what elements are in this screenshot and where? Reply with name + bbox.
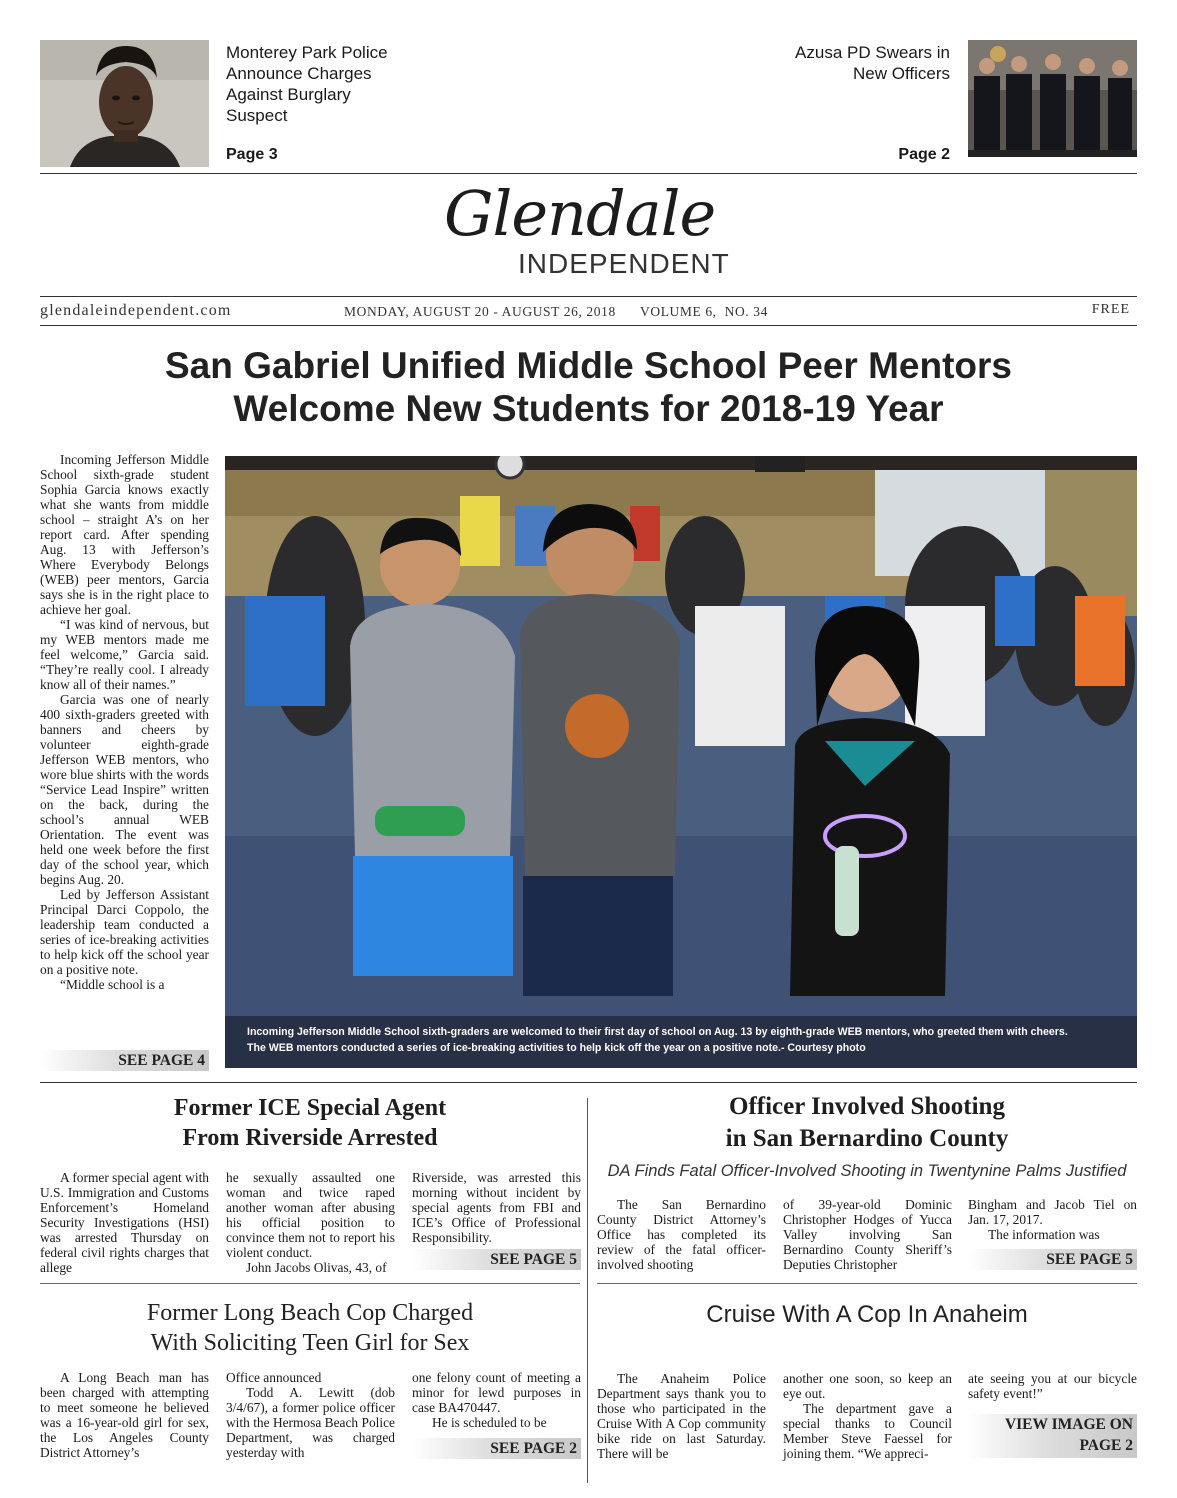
lower-column-divider [587, 1098, 588, 1483]
longbeach-paragraph: A Long Beach man has been charged with attempting to meet someone he believed was a 16-year-old girl for sex, the Los Angeles County District Attorney’s [40, 1370, 209, 1460]
ice-paragraph: Riverside, was arrested this morning without incident by special agents from FBI and ICE’s Office of Professional Responsibility. [412, 1170, 581, 1245]
shooting-subhead: DA Finds Fatal Officer-Involved Shooting in Twentynine Palms Justified [607, 1162, 1127, 1180]
longbeach-column-1 [40, 1370, 209, 1460]
shooting-paragraph: The San Bernardino County District Attorney’s Office has completed its review of the fatal officer-involved shooting [597, 1197, 766, 1272]
lead-paragraph: Incoming Jefferson Middle School sixth-grade student Sophia Garcia knows exactly what she wants from middle school – straight A’s on her report card. After spending Aug. 13 with Jefferson’s Where Everybody Belongs (WEB) peer mentors, Garcia says she is in the right place to achieve her goal. [40, 452, 209, 617]
lower-right-divider [597, 1283, 1137, 1284]
lead-see-page-link[interactable]: SEE PAGE 4 [40, 1050, 209, 1071]
website-url[interactable]: glendaleindependent.com [40, 302, 232, 319]
cruise-headline[interactable]: Cruise With A Cop In Anaheim [706, 1301, 1028, 1328]
longbeach-paragraph: one felony count of meeting a minor for lewd purposes in case BA470447. [412, 1370, 581, 1415]
masthead-name-script: Glendale [444, 177, 716, 250]
cruise-column-3 [968, 1371, 1137, 1401]
longbeach-column-3 [412, 1370, 581, 1430]
longbeach-paragraph: He is scheduled to be [432, 1415, 547, 1430]
ice-headline-line-2[interactable]: From Riverside Arrested [182, 1125, 438, 1151]
lead-headline-line-2[interactable]: Welcome New Students for 2018-19 Year [233, 388, 944, 429]
ice-column-2 [226, 1170, 395, 1275]
shooting-column-1 [597, 1197, 766, 1272]
lower-left-divider [40, 1283, 580, 1284]
cruise-paragraph: The department gave a special thanks to Council Member Steve Faessel for joining them. “We appreci- [783, 1401, 952, 1461]
shooting-headline-line-1[interactable]: Officer Involved Shooting [729, 1093, 1005, 1120]
shooting-paragraph: of 39-year-old Dominic Christopher Hodges of Yucca Valley involving San Bernardino County Sheriff’s Deputies Christopher [783, 1197, 952, 1272]
lead-paragraph: “Middle school is a [60, 977, 165, 992]
ice-paragraph: John Jacobs Olivas, 43, of [246, 1260, 387, 1275]
longbeach-headline-line-1[interactable]: Former Long Beach Cop Charged [146, 1300, 474, 1326]
longbeach-column-2 [226, 1370, 395, 1460]
dateline-top-rule [40, 296, 1137, 297]
shooting-column-3 [968, 1197, 1137, 1242]
suspect-mugshot-photo [40, 40, 209, 167]
cruise-view-image-link[interactable] [968, 1414, 1137, 1458]
shooting-paragraph: The information was [988, 1227, 1100, 1242]
ice-see-page-link[interactable]: SEE PAGE 5 [412, 1249, 581, 1270]
lead-paragraph: Led by Jefferson Assistant Principal Darci Coppolo, the leadership team conducted a series of ice-breaking activities to help kick off the school year on a positive note. [40, 887, 209, 977]
students-welcome-photo [225, 456, 1137, 1068]
officers-swearing-photo [968, 40, 1137, 157]
longbeach-paragraph: Todd A. Lewitt (dob 3/4/67), a former police officer with the Hermosa Beach Police Department, was charged yesterday with [226, 1385, 395, 1460]
lead-paragraph: Garcia was one of nearly 400 sixth-graders greeted with banners and cheers by volunteer eighth-grade Jefferson WEB mentors, who wore blue shirts with the words “Service Lead Inspire” written on the back, during the school’s annual WEB Orientation. The event was held one week before the first day of the school year, which begins Aug. 20. [40, 692, 209, 887]
cruise-paragraph: The Anaheim Police Department says thank you to those who participated in the Cruise With A Cop community bike ride on last Saturday. There will be [597, 1371, 766, 1461]
longbeach-headline-line-2[interactable]: With Soliciting Teen Girl for Sex [150, 1330, 470, 1356]
longbeach-see-page-link[interactable]: SEE PAGE 2 [412, 1438, 581, 1459]
teaser-right-title[interactable]: Azusa PD Swears in New Officers [795, 43, 950, 83]
cruise-paragraph: another one soon, so keep an eye out. [783, 1371, 952, 1401]
lead-headline-line-1[interactable]: San Gabriel Unified Middle School Peer Mentors [164, 345, 1013, 386]
ice-paragraph: A former special agent with U.S. Immigration and Customs Enforcement’s Homeland Security Investigations (HSI) was arrested Thursday on federal civil rights charges that allege [40, 1170, 209, 1275]
volume-number: VOLUME 6, NO. 34 [640, 304, 768, 319]
cruise-view-image-line-2: PAGE 2 [1079, 1437, 1133, 1454]
ice-column-1 [40, 1170, 209, 1275]
lower-section-rule [40, 1082, 1137, 1083]
shooting-paragraph: Bingham and Jacob Tiel on Jan. 17, 2017. [968, 1197, 1137, 1227]
ice-column-3 [412, 1170, 581, 1245]
ice-paragraph: he sexually assaulted one woman and twice raped another woman after abusing his official position to convince them not to report his violent conduct. [226, 1170, 395, 1260]
shooting-column-2 [783, 1197, 952, 1272]
ice-headline-line-1[interactable]: Former ICE Special Agent [173, 1095, 447, 1121]
lead-article-body [40, 452, 209, 992]
shooting-see-page-link[interactable]: SEE PAGE 5 [968, 1249, 1137, 1270]
teaser-left-page[interactable]: Page 3 [226, 146, 278, 163]
teaser-right-page[interactable]: Page 2 [898, 146, 950, 163]
masthead-logo[interactable] [440, 176, 740, 296]
masthead-name-sub: INDEPENDENT [518, 248, 730, 279]
price-label: FREE [1091, 302, 1130, 317]
photo-caption-line-1: Incoming Jefferson Middle School sixth-graders are welcomed to their first day of school on Aug. 13 by eighth-grade WEB mentors, who greeted them with cheers. [247, 1026, 1068, 1038]
teaser-left-title[interactable]: Monterey Park Police Announce Charges Against Burglary Suspect [226, 43, 388, 125]
cruise-column-2 [783, 1371, 952, 1461]
shooting-headline-line-2[interactable]: in San Bernardino County [725, 1125, 1009, 1152]
longbeach-paragraph: Office announced [226, 1370, 322, 1385]
cruise-column-1 [597, 1371, 766, 1461]
dateline: MONDAY, AUGUST 20 - AUGUST 26, 2018 [344, 304, 616, 319]
lead-paragraph: “I was kind of nervous, but my WEB mentors made me feel welcome,” Garcia said. “They’re really cool. I already know all of their names.” [40, 617, 209, 692]
cruise-paragraph: ate seeing you at our bicycle safety event!” [968, 1371, 1137, 1401]
photo-caption-line-2: The WEB mentors conducted a series of ice-breaking activities to help kick off the year on a positive note.- Courtesy photo [247, 1042, 866, 1054]
cruise-view-image-line-1: VIEW IMAGE ON [1004, 1416, 1133, 1433]
dateline-bottom-rule [40, 325, 1137, 326]
